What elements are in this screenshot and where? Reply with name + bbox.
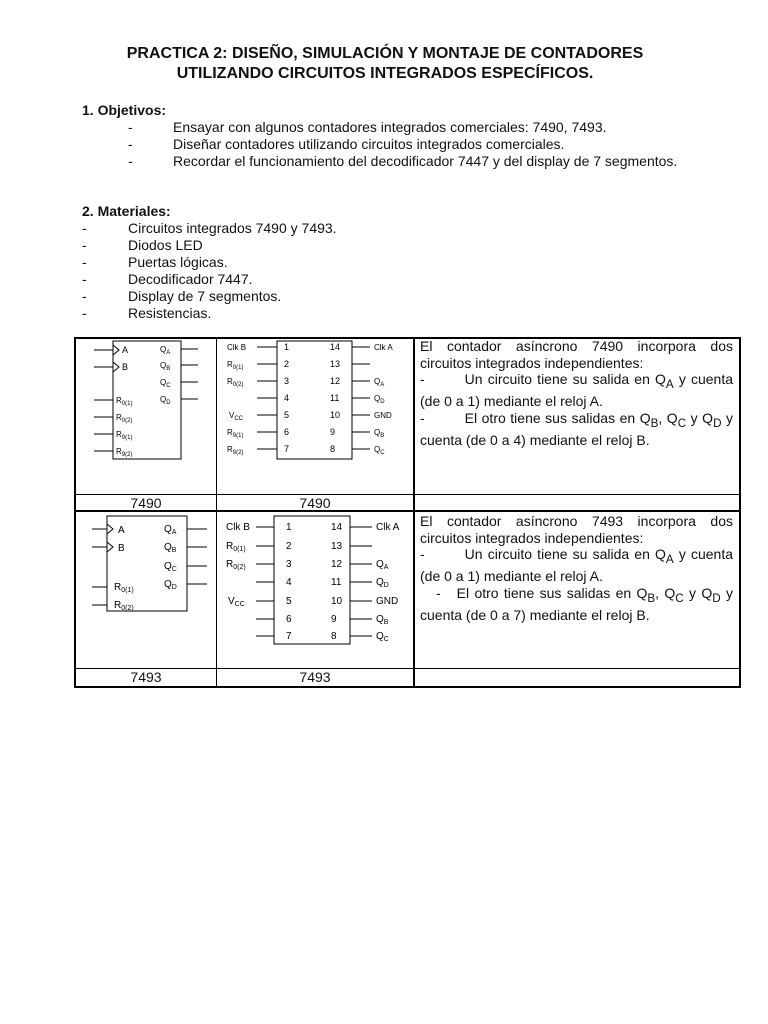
pin-row — [226, 559, 389, 571]
svg-text:6: 6 — [286, 614, 292, 625]
svg-text:R0(1): $R_{0(1)}$ — [116, 396, 133, 407]
svg-text:R9(2): $R_{9(2)}$ — [116, 447, 133, 458]
pin-row — [227, 359, 370, 371]
svg-text:Clk B: Clk B — [227, 343, 247, 352]
table-column-divider — [413, 337, 415, 688]
svg-text:R0(1): $R_{0(1)}$ — [227, 360, 244, 371]
svg-text:4: 4 — [284, 393, 290, 403]
svg-text:QC: $Q_C$ — [376, 631, 389, 643]
svg-text:R0(2): $R_{0(2)}$ — [227, 377, 244, 388]
svg-text:QA: $Q_A$ — [160, 345, 171, 356]
svg-text:QC: $Q_C$ — [164, 561, 177, 573]
svg-text:QA: $Q_A$ — [376, 559, 389, 571]
svg-text:R9(2): $R_{9(2)}$ — [227, 445, 244, 456]
svg-text:3: 3 — [286, 559, 292, 570]
svg-text:R0(2): $R_{0(2)}$ — [114, 600, 134, 612]
ic-7493-logic-symbol — [92, 515, 212, 615]
description-item-2: - El otro tiene sus salidas en $Q_B$, $Q_C$ y $Q_D$ y cuenta (de 0 a 7) mediante el reloj B. — [420, 584, 733, 624]
section-heading-objetivos: 1. Objetivos: — [82, 102, 167, 118]
svg-text:QB: $Q_B$ — [160, 361, 171, 372]
pin-row — [227, 376, 384, 388]
objective-text: Recordar el funcionamiento del decodificador 7447 y del display de 7 segmentos. — [173, 153, 678, 169]
description-7493 — [420, 513, 733, 624]
svg-text:R0(2): $R_{0(2)}$ — [226, 559, 246, 571]
title-line-2: UTILIZANDO CIRCUITOS INTEGRADOS ESPECÍFICOS. — [176, 65, 594, 82]
svg-text:2: 2 — [286, 541, 292, 552]
bullet-dash: - — [82, 271, 87, 287]
input-r01 — [92, 582, 134, 594]
title-line-1: PRACTICA 2: DISEÑO, SIMULACIÓN Y MONTAJE DE CONTADORES — [126, 45, 644, 62]
bullet-dash: - — [82, 305, 87, 321]
counters-table — [74, 337, 741, 688]
svg-text:9: 9 — [331, 614, 337, 625]
output-qd — [160, 395, 198, 406]
material-text: Circuitos integrados 7490 y 7493. — [128, 220, 337, 236]
section-heading-materiales: 2. Materiales: — [82, 203, 171, 219]
pin-row — [228, 596, 398, 608]
clock-a-label: A — [118, 525, 125, 536]
svg-text:R0(1): $R_{0(1)}$ — [226, 541, 246, 553]
svg-text:QD: $Q_D$ — [160, 395, 171, 406]
output-qb — [160, 361, 198, 372]
clock-b-label: B — [122, 362, 129, 372]
caption-7493-symbol: 7493 — [130, 669, 162, 685]
svg-text:9: 9 — [330, 427, 336, 437]
svg-text:13: 13 — [330, 359, 341, 369]
svg-text:11: 11 — [331, 577, 342, 588]
table-column-divider — [216, 337, 217, 688]
pin-row — [227, 427, 384, 439]
svg-text:8: 8 — [331, 631, 337, 642]
pin-row — [257, 393, 385, 405]
svg-text:VCC: $V_{CC}$ — [228, 596, 245, 608]
pin-row — [256, 631, 389, 643]
material-text: Diodos LED — [128, 237, 203, 253]
svg-text:Clk A: Clk A — [374, 343, 393, 352]
pin-row — [227, 342, 393, 352]
svg-text:QD: $Q_D$ — [164, 579, 177, 591]
objective-text: Diseñar contadores utilizando circuitos integrados comerciales. — [173, 136, 565, 152]
svg-text:GND: GND — [374, 411, 392, 420]
svg-text:10: 10 — [331, 596, 343, 607]
svg-text:QB: $Q_B$ — [374, 428, 385, 439]
description-intro: El contador asíncrono 7490 incorpora dos circuitos integrados independientes: — [420, 338, 733, 371]
bullet-dash: - — [82, 288, 87, 304]
svg-text:1: 1 — [286, 522, 292, 533]
description-item-1: - Un circuito tiene su salida en $Q_A$ y cuenta (de 0 a 1) mediante el reloj A. — [420, 371, 733, 410]
svg-text:14: 14 — [330, 342, 341, 352]
svg-text:R9(1): $R_{9(1)}$ — [116, 430, 133, 441]
svg-text:12: 12 — [331, 559, 343, 570]
svg-text:VCC: $V_{CC}$ — [229, 411, 244, 422]
material-text: Resistencias. — [128, 305, 212, 321]
bullet-dash: - — [82, 237, 87, 253]
output-qa — [164, 524, 207, 536]
svg-text:QA: $Q_A$ — [374, 377, 385, 388]
svg-text:6: 6 — [284, 427, 290, 437]
clock-a-label: A — [122, 345, 129, 355]
pin-row — [229, 410, 392, 422]
output-qd — [164, 579, 207, 591]
svg-text:5: 5 — [284, 410, 290, 420]
svg-text:QB: $Q_B$ — [164, 542, 177, 554]
table-border — [74, 686, 741, 688]
svg-text:1: 1 — [284, 342, 290, 352]
material-text: Display de 7 segmentos. — [128, 288, 282, 304]
svg-text:10: 10 — [330, 410, 341, 420]
ic-7490-pinout — [224, 340, 409, 462]
svg-text:Clk A: Clk A — [376, 522, 400, 533]
objective-item — [128, 136, 748, 152]
ic-7493-pinout — [224, 515, 409, 647]
svg-text:Clk B: Clk B — [226, 522, 250, 533]
svg-text:13: 13 — [331, 541, 343, 552]
svg-text:3: 3 — [284, 376, 290, 386]
caption-7493-pinout: 7493 — [299, 669, 331, 685]
description-item-2: - El otro tiene sus salidas en $Q_B$, $Q_C$ y $Q_D$ y cuenta (de 0 a 4) mediante el reloj B. — [420, 409, 734, 449]
pin-row — [256, 614, 389, 626]
svg-text:12: 12 — [330, 376, 341, 386]
svg-text:8: 8 — [330, 444, 336, 454]
ic-7490-logic-symbol — [94, 340, 209, 462]
svg-text:7: 7 — [284, 444, 290, 454]
svg-text:2: 2 — [284, 359, 290, 369]
pin-row — [227, 444, 385, 456]
svg-text:QA: $Q_A$ — [164, 524, 177, 536]
svg-text:QC: $Q_C$ — [160, 378, 171, 389]
description-7490 — [420, 338, 733, 449]
svg-text:R9(1): $R_{9(1)}$ — [227, 428, 244, 439]
input-r02 — [92, 600, 134, 612]
material-text: Decodificador 7447. — [128, 271, 253, 287]
svg-text:4: 4 — [286, 577, 292, 588]
pin-row — [256, 577, 389, 589]
objective-text: Ensayar con algunos contadores integrados comerciales: 7490, 7493. — [173, 119, 607, 135]
bullet-dash: - — [82, 220, 87, 236]
svg-text:GND: GND — [376, 596, 399, 607]
objective-item — [128, 153, 748, 169]
output-qb — [164, 542, 207, 554]
svg-text:QD: $Q_D$ — [374, 394, 385, 405]
svg-text:QD: $Q_D$ — [376, 577, 389, 589]
bullet-dash: - — [82, 254, 87, 270]
svg-text:QC: $Q_C$ — [374, 445, 385, 456]
output-qc — [160, 378, 198, 389]
table-border — [74, 337, 76, 688]
clock-b-label: B — [118, 543, 125, 554]
caption-7490-symbol: 7490 — [130, 495, 162, 511]
bullet-dash: - — [128, 136, 133, 152]
description-intro: El contador asíncrono 7493 incorpora dos circuitos integrados independientes: — [420, 513, 733, 546]
svg-text:QB: $Q_B$ — [376, 614, 389, 626]
svg-text:5: 5 — [286, 596, 292, 607]
bullet-dash: - — [128, 119, 133, 135]
svg-text:11: 11 — [330, 393, 340, 403]
table-border — [739, 337, 741, 688]
description-item-1: - Un circuito tiene su salida en $Q_A$ y cuenta (de 0 a 1) mediante el reloj A. — [420, 546, 733, 585]
svg-text:14: 14 — [331, 522, 343, 533]
svg-text:R0(2): $R_{0(2)}$ — [116, 413, 133, 424]
bullet-dash: - — [128, 153, 133, 169]
output-qc — [164, 561, 207, 573]
caption-7490-pinout: 7490 — [299, 495, 331, 511]
output-qa — [160, 345, 198, 356]
material-text: Puertas lógicas. — [128, 254, 228, 270]
objective-item — [128, 119, 748, 135]
svg-text:R0(1): $R_{0(1)}$ — [114, 582, 134, 594]
pin-row — [226, 522, 400, 533]
svg-text:7: 7 — [286, 631, 292, 642]
